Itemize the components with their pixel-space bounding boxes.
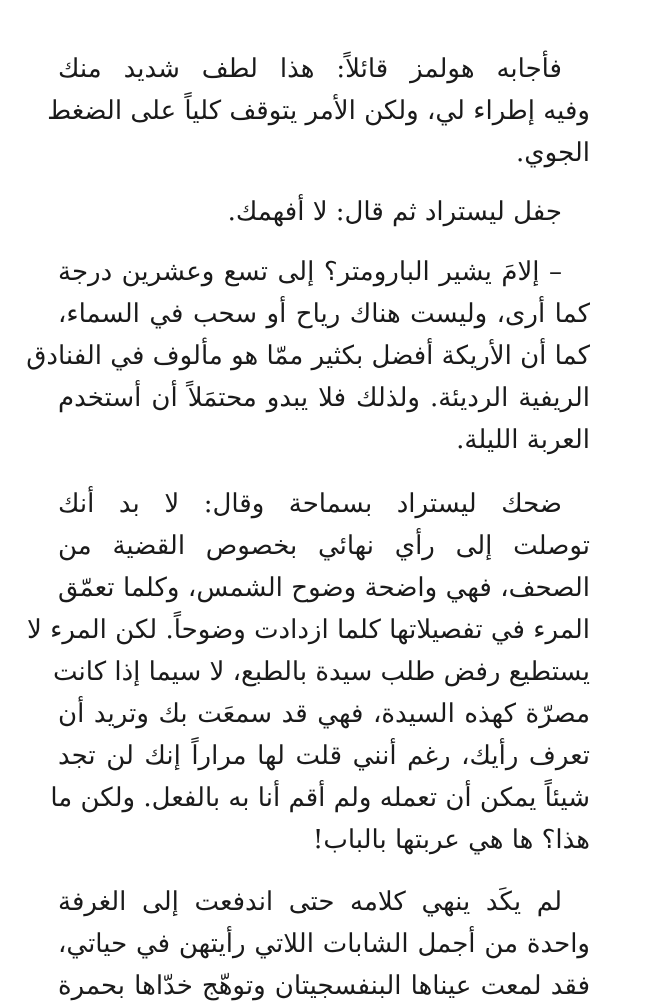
text-line: الصحف، فهي واضحة وضوح الشمس، وكلما تعمّق (58, 573, 590, 603)
text-line: هذا؟ ها هي عربتها بالباب! (312, 825, 590, 855)
text-line: ضحك ليستراد بسماحة وقال: لا بد أنك (58, 489, 562, 519)
text-line: – إلامَ يشير البارومتر؟ إلى تسع وعشرين درجة (58, 257, 562, 287)
paragraph-2 (58, 191, 590, 233)
text-line: كما أن الأريكة أفضل بكثير ممّا هو مألوف في الفنادق (26, 341, 590, 371)
text-line: فأجابه هولمز قائلاً: هذا لطف شديد منك (58, 54, 562, 84)
paragraph-1 (47, 48, 590, 174)
paragraph-5 (58, 881, 590, 1007)
page-text (26, 48, 590, 1007)
text-line: شيئاً يمكن أن تعمله ولم أقم أنا به بالفعل. ولكن ما (50, 783, 590, 813)
text-line: مصرّة كهذه السيدة، فهي قد سمعَت بك وتريد أن (58, 699, 590, 729)
text-line: تعرف رأيك، رغم أنني قلت لها مراراً إنك لن تجد (58, 741, 590, 771)
text-line: واحدة من أجمل الشابات اللاتي رأيتهن في حياتي، (58, 929, 590, 959)
text-line: جفل ليستراد ثم قال: لا أفهمك. (227, 197, 562, 227)
text-line: العربة الليلة. (456, 425, 590, 455)
text-line: المرء في تفصيلاتها كلما ازدادت وضوحاً. لكن المرء لا (27, 615, 590, 645)
paragraph-3 (26, 251, 590, 461)
text-line: يستطيع رفض طلب سيدة بالطبع، لا سيما إذا كانت (53, 657, 590, 687)
text-line: الريفية الرديئة. ولذلك فلا يبدو محتمَلاً أن أستخدم (58, 383, 590, 413)
text-line: كما أرى، وليست هناك رياح أو سحب في السماء، (58, 299, 590, 329)
text-line: الجوي. (516, 138, 590, 168)
text-line: توصلت إلى رأي نهائي بخصوص القضية من (58, 531, 590, 561)
text-line: لم يكَد ينهي كلامه حتى اندفعت إلى الغرفة (58, 887, 562, 917)
text-line: وفيه إطراء لي، ولكن الأمر يتوقف كلياً على الضغط (47, 96, 590, 126)
text-line: فقد لمعت عيناها البنفسجيتان وتوهّج خدّاها بحمرة (58, 971, 590, 1001)
paragraph-4 (27, 483, 590, 861)
